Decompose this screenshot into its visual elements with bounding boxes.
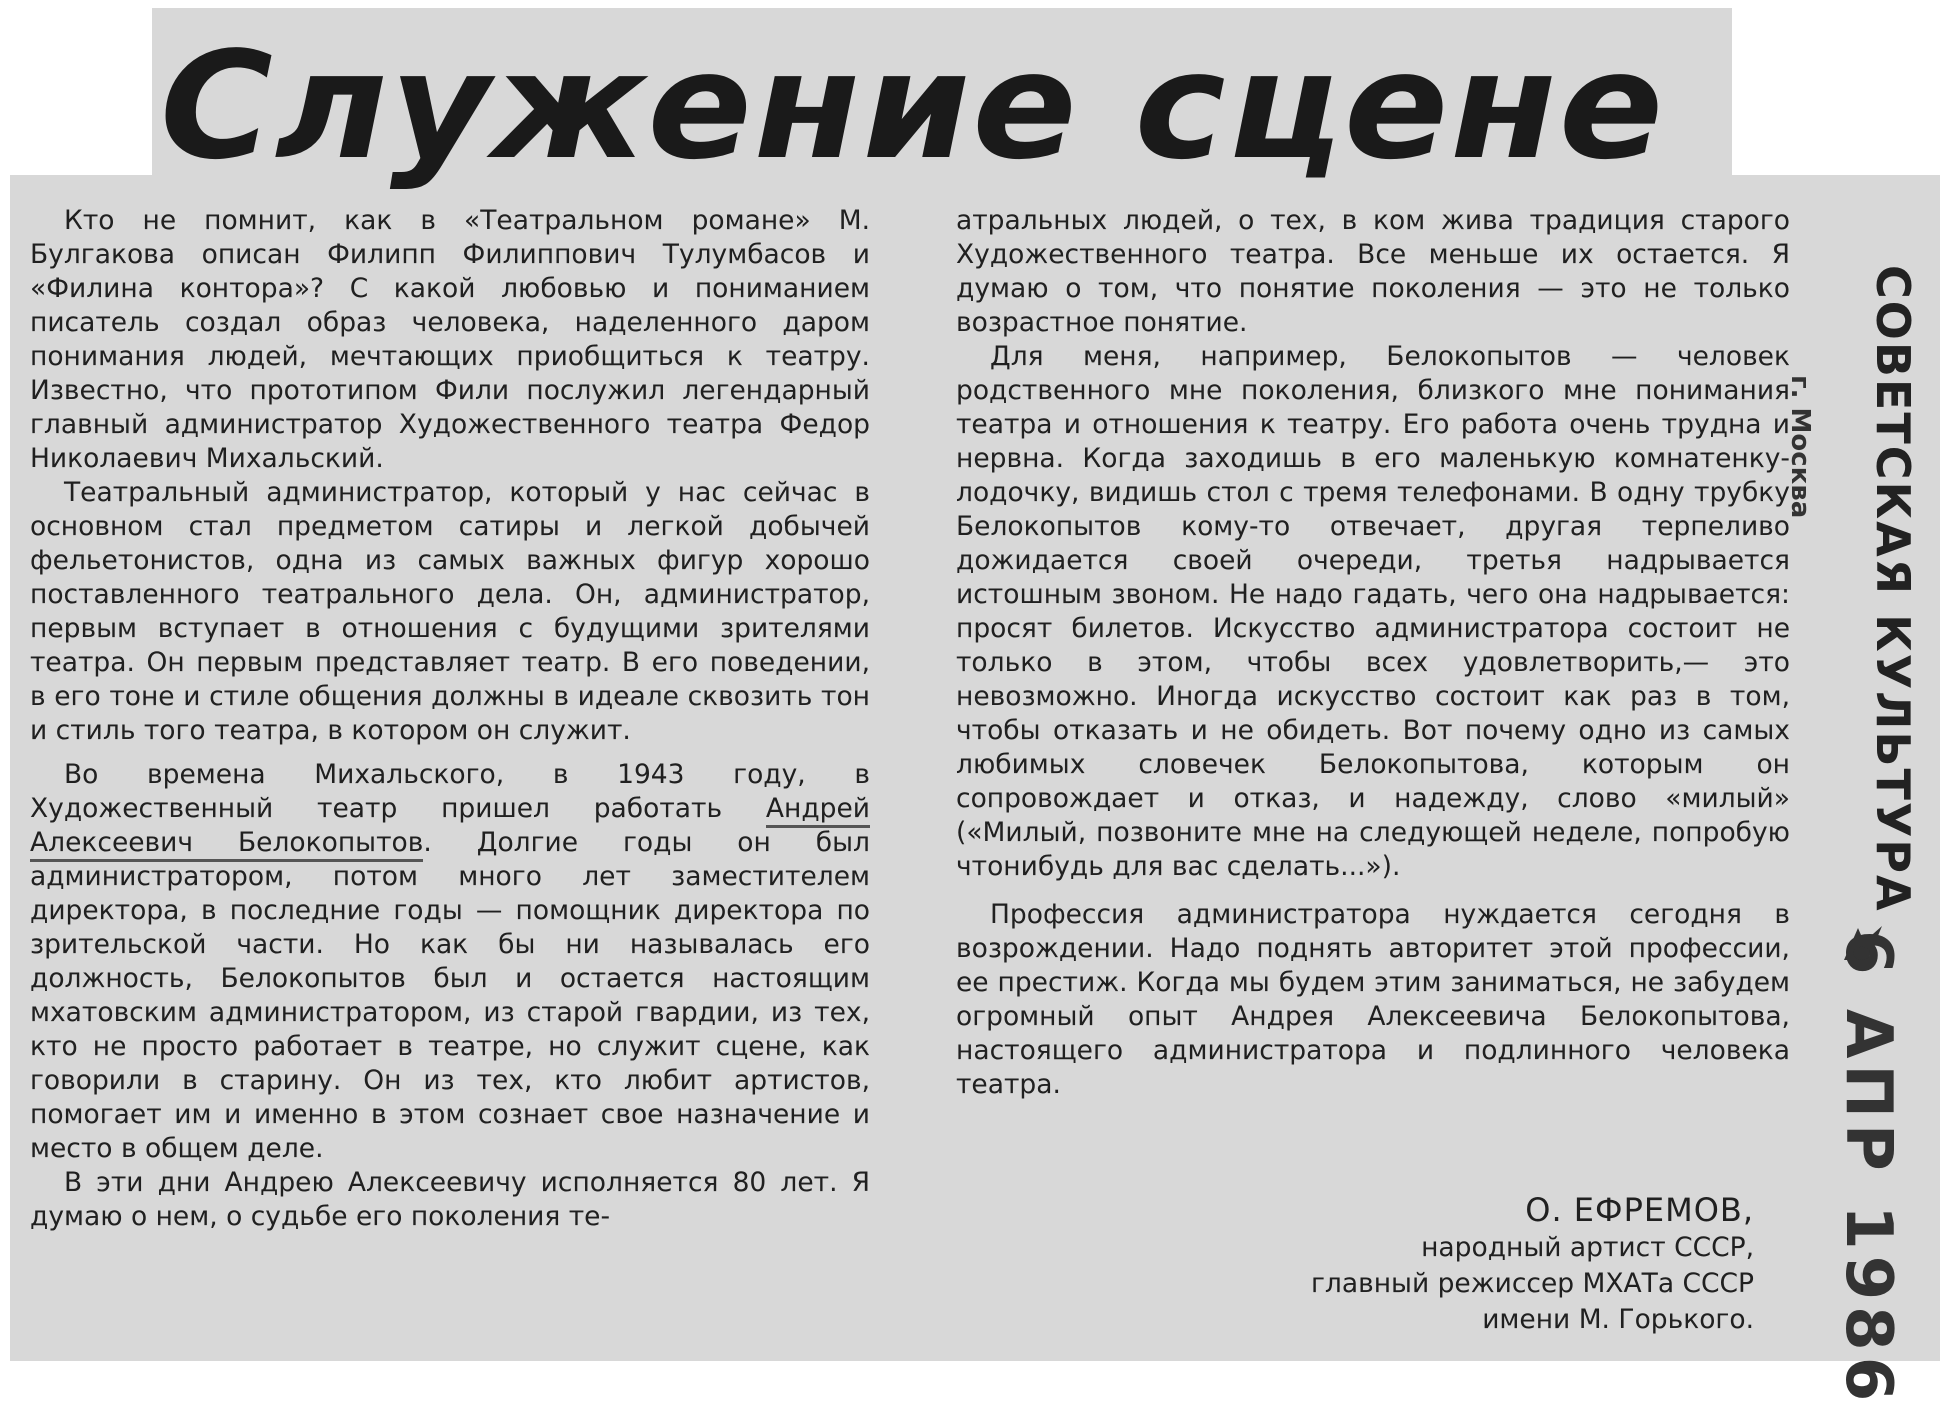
author-title-line: имени М. Горького. [1482, 1304, 1754, 1335]
author-title-line: главный режиссер МХАТа СССР [1310, 1268, 1754, 1299]
article-title: Служение сцене [160, 20, 1666, 192]
paragraph: атральных людей, о тех, в ком жива традиция старого Художественного театра. Все меньше их остается. Я думаю о том, что понятие поколения — это не только возрастное понятие. [956, 205, 1790, 338]
paragraph: Для меня, например, Белокопытов — человек родственного мне поколения, близкого мне понимания театра и отношения к театру. Его работа очень трудна и нервна. Когда заходишь в его маленькую комнатенку-лодочку, видишь стол с тремя телефонами. В одну трубку Белокопытов кому-то отвечает, другая терпеливо дожидается своей очереди, третья надрывается истошным звоном. Не надо гадать, чего она надрывается: просят билетов. Искусство администратора состоит не только в этом, чтобы всех удовлетворить,— это невозможно. Иногда искусство состоит как раз в том, чтобы отказать и не обидеть. Вот почему одно из самых любимых словечек Белокопытова, которым он сопровождает и отказ, и надежду, слово «милый» («Милый, позвоните мне на следующей неделе, попробую чтонибудь для вас сделать...»). [956, 341, 1790, 882]
author-signature [1054, 1192, 1754, 1338]
paragraph-text: Во времена Михальского, в 1943 году, в Художественный театр пришел работать [30, 759, 870, 824]
newspaper-name: СОВЕТСКАЯ КУЛЬТУРА [1866, 265, 1920, 913]
paragraph-text: . Долгие годы он был администратором, потом много лет заместителем директора, в последние годы — помощник директора по зрительской части. Но как бы ни называлась его должность, Белокопытов был и остается настоящим мхатовским администратором, из старой гвардии, из тех, кто не просто работает в театре, но служит сцене, как говорили в старину. Он из тех, кто любит артистов, помогает им и именно в этом сознает свое назначение и место в общем деле. [30, 827, 870, 1164]
date-stamp: 6 АПР 1986 [1831, 930, 1905, 1407]
underlined-name: Андрей Алексеевич Белокопытов [30, 793, 870, 862]
paragraph [30, 758, 870, 1166]
paragraph: Театральный администратор, который у нас сейчас в основном стал предметом сатиры и легкой добычей фельетонистов, одна из самых важных фигур хорошо поставленного театрального дела. Он, администратор, первым вступает в отношения с будущими зрителями театра. Он первым представляет театр. В его поведении, в его тоне и стиле общения должны в идеале сквозить тон и стиль того театра, в котором он служит. [30, 477, 870, 746]
paragraph: Профессия администратора нуждается сегодня в возрождении. Надо поднять авторитет этой профессии, ее престиж. Когда мы будем этим заниматься, не забудем огромный опыт Андрея Алексеевича Белокопытова, настоящего администратора и подлинного человека театра. [956, 899, 1790, 1100]
newspaper-stamp [1850, 265, 1920, 913]
paragraph: Кто не помнит, как в «Театральном романе» М. Булгакова описан Филипп Филиппович Тулумбасов и «Филина контора»? С какой любовью и пониманием писатель создал образ человека, наделенного даром понимания людей, мечтающих приобщиться к театру. Известно, что прототипом Фили послужил легендарный главный администратор Художественного театра Федор Николаевич Михальский. [30, 205, 870, 474]
author-name: О. ЕФРЕМОВ, [1525, 1191, 1754, 1229]
paragraph: В эти дни Андрею Алексеевичу исполняется 80 лет. Я думаю о нем, о судьбе его поколения те- [30, 1167, 870, 1232]
author-title-line: народный артист СССР, [1421, 1232, 1754, 1263]
stamp-city: г. Москва [1785, 375, 1815, 519]
column-left [30, 204, 870, 1234]
column-right [956, 204, 1790, 1102]
